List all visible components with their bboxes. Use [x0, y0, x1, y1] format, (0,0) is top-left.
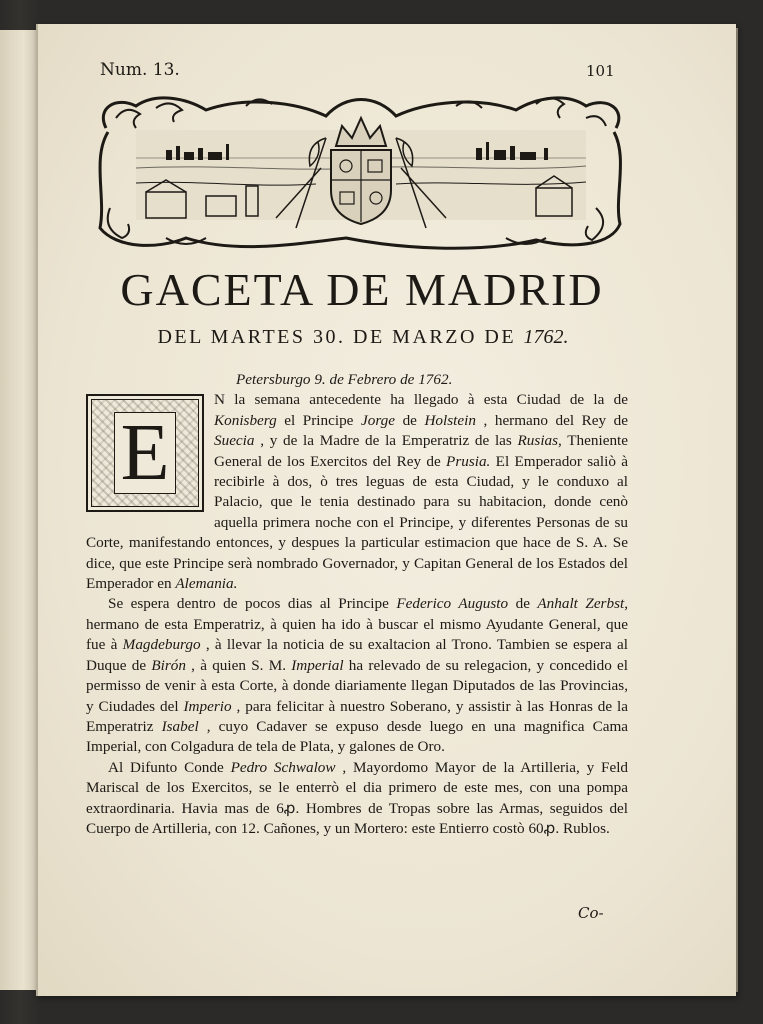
- dateline-year: 1762.: [523, 326, 569, 348]
- italic-name: Pedro Schwalow: [230, 758, 336, 776]
- dropcap-letter: E: [114, 412, 177, 494]
- text-run: , hermano de esta Emperatriz, à quien ha ido à buscar el mismo Ayudante General, que fue à: [86, 595, 628, 654]
- text-run: , para felicitar à nuestro Soberano, y assistir à las Honras de la Emperatriz: [86, 697, 629, 735]
- text-run: , hermano del Rey de: [475, 411, 628, 429]
- italic-name: Imperial: [291, 656, 344, 674]
- issue-dateline: [118, 326, 608, 349]
- italic-name: Federico Augusto: [396, 595, 509, 613]
- italic-name: Holstein: [424, 411, 476, 429]
- italic-name: Imperio: [183, 697, 232, 715]
- text-run: , Theniente General de los Exercitos del Rey de: [214, 432, 628, 470]
- paragraph-3-text: [86, 759, 628, 837]
- italic-name: Suecia: [214, 432, 255, 450]
- article-body: [86, 370, 628, 839]
- paragraph-2-text: [86, 595, 628, 755]
- article-paragraph-3: [86, 758, 628, 840]
- text-run: ha relevado de su relegacion, y concedido el permisso de venir à esta Corte, à donde diariamente llegan Diputados de las Provincias, y Ciudades del: [86, 656, 628, 715]
- italic-name: Rusias: [517, 432, 559, 450]
- text-run: , y de la Madre de la Emperatriz de las: [254, 432, 518, 450]
- article-paragraph-2: [86, 594, 628, 757]
- italic-name: Konisberg: [214, 411, 277, 429]
- italic-name: Jorge: [360, 411, 396, 429]
- gazette-page: [36, 24, 736, 996]
- italic-name: Magdeburgo: [122, 636, 201, 654]
- italic-name: Birón: [151, 656, 186, 674]
- text-run: Al Difunto Conde: [108, 758, 231, 776]
- text-run: N la semana antecedente ha llegado à esta Ciudad de la de: [214, 391, 628, 409]
- text-run: , Mayordomo Mayor de la Artilleria, y Feld Mariscal de los Exercitos, se le enterrò el dia primero de este mes, con una pompa extraordinaria. Havia mas de 6ꝓ. Hombres de Tropas sobre las Armas, seguidos del Cuerpo de Artilleria, con 12. Cañones, y un Mortero: este Entierro costò 60ꝓ. Rublos.: [86, 758, 629, 837]
- text-run: , à llevar la noticia de su exaltacion al Trono. Tambien se espera al Duque de: [86, 636, 629, 674]
- masthead-title: GACETA DE MADRID: [120, 264, 604, 315]
- engraved-cartouche-icon: [96, 88, 626, 256]
- dateline-text: DEL MARTES 30. DE MARZO DE: [157, 326, 524, 348]
- italic-name: Alemania.: [175, 575, 238, 593]
- facing-page-edge: [0, 30, 40, 990]
- italic-name: Isabel: [161, 717, 199, 735]
- page-number: 101: [586, 62, 615, 80]
- article-paragraph-1: [86, 390, 628, 594]
- text-run: de: [395, 411, 425, 429]
- dropcap-ornament: [86, 394, 204, 512]
- issue-number: Num. 13.: [100, 60, 180, 80]
- article-place-date: Petersburgo 9. de Febrero de 1762.: [236, 371, 453, 388]
- text-run: El Emperador saliò à recibirle à dos, ò tres leguas de esta Ciudad, y le conduxo al Palacio, que le tenia destinado para su habitacion, donde cenò aquella primera noche con el Principe, y diferentes Personas de su Corte, manifestando entonces, y despues la particular estimacion que hace de S. A. Se dice, que este Principe serà nombrado Governador, y Capitan General de los Estados del Emperador en: [86, 452, 629, 593]
- text-run: Se espera dentro de pocos dias al Principe: [108, 595, 397, 613]
- catchword: Co-: [578, 904, 604, 922]
- italic-name: Anhalt Zerbst: [537, 595, 625, 613]
- text-run: el Principe: [276, 411, 361, 429]
- text-run: de: [508, 595, 538, 613]
- text-run: , à quien S. M.: [185, 656, 292, 674]
- italic-name: Prusia.: [446, 452, 491, 470]
- dropcap-frame: [91, 399, 199, 507]
- text-run: , cuyo Cadaver se expuso desde luego en una magnifica Cama Imperial, con Colgadura de tela de Plata, y galones de Oro.: [86, 717, 629, 756]
